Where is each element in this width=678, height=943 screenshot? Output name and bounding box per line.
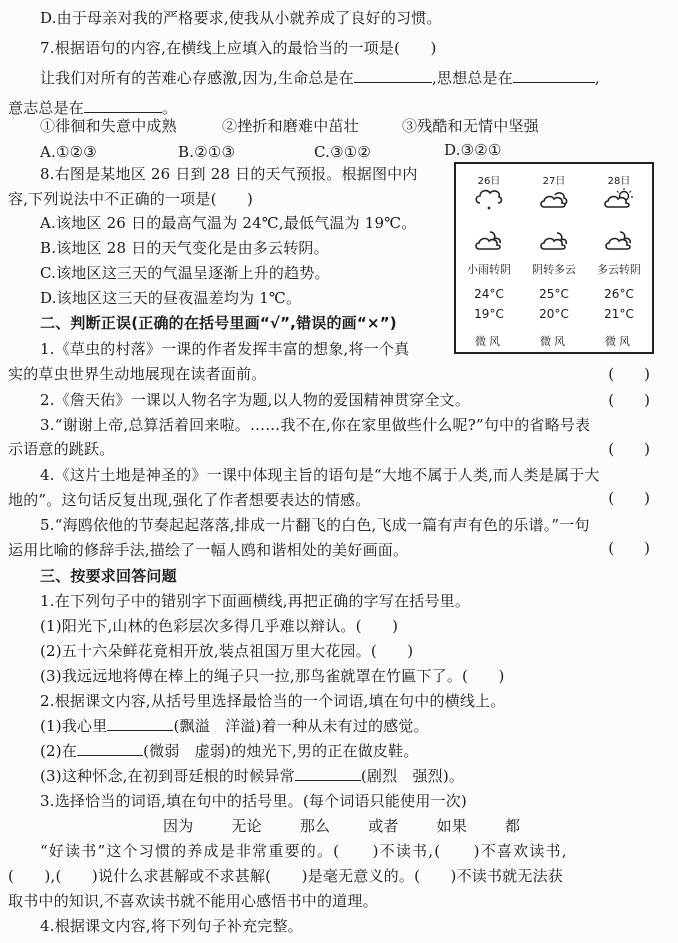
q7-stem: 7.根据语句的内容,在横线上应填入的最恰当的一项是( ) xyxy=(40,39,437,57)
rain-cloud-icon xyxy=(474,186,504,212)
s2-item5-line2: 运用比喻的修辞手法,描绘了一幅人鸥和谐相处的美好画面。 xyxy=(8,541,409,559)
s3-q2-item1-blank[interactable] xyxy=(107,716,173,731)
cloud-moon-icon xyxy=(474,228,504,254)
q7-option-c: C.③①② xyxy=(314,143,372,161)
q7-sentence-cont xyxy=(8,98,177,118)
s2-item2-line1: 2.《詹天佑》一课以人物名字为题,以人物的爱国精神贯穿全文。 xyxy=(40,391,471,409)
q7-sentence-part1: 让我们对所有的苦难心存感激,因为,生命总是在 xyxy=(40,69,354,87)
section3-title: 三、按要求回答问题 xyxy=(40,567,177,585)
s3-q2-item2 xyxy=(40,741,419,761)
s2-item3-line1: 3.“谢谢上帝,总算活着回来啦。……我不在,你在家里做些什么呢?”句中的省略号表 xyxy=(40,416,591,434)
word-option: 无论 xyxy=(231,817,262,835)
s2-item1-answer[interactable]: ( ) xyxy=(608,365,650,383)
s3-q2-item2-pre: (2)在 xyxy=(40,742,78,760)
forecast-date: 27日 xyxy=(542,176,566,187)
s3-q4-stem: 4.根据课文内容,将下列句子补充完整。 xyxy=(40,917,303,935)
s3-q2-item2-post: (微弱 虚弱)的烛光下,男的正在做皮鞋。 xyxy=(143,742,419,760)
s3-q1-item2: (2)五十六朵鲜花竟相开放,装点祖国万里大花园。( ) xyxy=(40,642,414,660)
s3-q2-item2-blank[interactable] xyxy=(77,741,143,756)
forecast-high: 25°C xyxy=(539,287,569,301)
weather-forecast-figure xyxy=(454,162,654,354)
s3-q3-passage-line3: 取书中的知识,不喜欢读书就不能用心感悟书中的道理。 xyxy=(8,892,378,910)
q7-option-d: D.③②① xyxy=(444,141,502,159)
q7-sentence-part2: ,思想总是在 xyxy=(431,69,513,87)
forecast-date: 26日 xyxy=(477,176,501,187)
forecast-desc: 多云转阴 xyxy=(597,263,641,276)
s3-q3-passage-line1: “好读书”这个习惯的养成是非常重要的。( )不读书,( )不喜欢读书, xyxy=(40,842,568,860)
word-option: 或者 xyxy=(368,817,399,835)
word-option: 如果 xyxy=(436,817,468,835)
q7-phrase-2: ②挫折和磨难中茁壮 xyxy=(222,117,359,135)
overcast-cloud-icon xyxy=(539,186,569,212)
q8-option-d: D.该地区这三天的昼夜温差均为 1℃。 xyxy=(40,289,302,307)
s2-item1-line2: 实的草虫世界生动地展现在读者面前。 xyxy=(8,365,267,383)
q6-option-d: D.由于母亲对我的严格要求,使我从小就养成了良好的习惯。 xyxy=(40,9,442,27)
q7-option-b: B.②①③ xyxy=(178,143,236,161)
forecast-low: 19°C xyxy=(474,307,504,321)
q8-option-a: A.该地区 26 日的最高气温为 24℃,最低气温为 19℃。 xyxy=(40,214,417,232)
q7-sentence-part4: 意志总是在 xyxy=(8,99,85,117)
s3-q2-item3-blank[interactable] xyxy=(295,766,361,781)
q7-phrase-1: ①徘徊和失意中成熟 xyxy=(40,117,177,135)
s2-item4-line2: 地的”。这句话反复出现,强化了作者想要表达的情感。 xyxy=(8,491,371,509)
cloud-moon-icon xyxy=(604,228,634,254)
s3-q1-item3: (3)我远远地将傅在棒上的绳子只一拉,那鸟雀就罩在竹匾下了。( ) xyxy=(40,667,505,685)
q8-option-c: C.该地区这三天的气温呈逐渐上升的趋势。 xyxy=(40,264,330,282)
s2-item4-answer[interactable]: ( ) xyxy=(608,489,650,507)
s3-q2-item3-pre: (3)这种怀念,在初到哥廷根的时候异常 xyxy=(40,767,295,785)
word-option: 那么 xyxy=(299,817,331,835)
s2-item2-answer[interactable]: ( ) xyxy=(608,391,650,409)
s3-q2-item1-post: (飘溢 洋溢)着一种从未有过的感觉。 xyxy=(173,717,429,735)
forecast-low: 21°C xyxy=(604,307,634,321)
cloud-moon-icon xyxy=(539,228,569,254)
q8-stem-line1: 8.右图是某地区 26 日到 28 日的天气预报。根据图中内 xyxy=(40,165,418,183)
q7-sentence-part3: , xyxy=(594,69,600,87)
s3-q1-stem: 1.在下列句子中的错别字下面画横线,再把正确的字写在括号里。 xyxy=(40,592,471,610)
s3-q3-passage-line2: ( ),( )说什么求甚解或不求甚解( )是毫无意义的。( )不读书就无法获 xyxy=(8,867,563,885)
s2-item3-answer[interactable]: ( ) xyxy=(608,440,650,458)
forecast-low: 20°C xyxy=(539,307,569,321)
s3-q3-stem: 3.选择恰当的词语,填在句中的括号里。(每个词语只能使用一次) xyxy=(40,792,467,810)
s3-q2-item3-post: (剧烈 强烈)。 xyxy=(360,767,465,785)
s2-item5-answer[interactable]: ( ) xyxy=(608,539,650,557)
s2-item5-line1: 5.“海鸥依他的节奏起起落落,排成一片翻飞的白色,飞成一篇有声有色的乐谱。”一句 xyxy=(40,516,590,534)
q7-blank-3[interactable] xyxy=(84,98,162,113)
q7-blank-1[interactable] xyxy=(354,68,432,83)
q7-option-a: A.①②③ xyxy=(40,143,97,161)
q7-sentence xyxy=(40,68,600,88)
forecast-high: 26°C xyxy=(604,287,634,301)
word-option: 都 xyxy=(505,817,521,835)
forecast-date: 28日 xyxy=(607,176,631,187)
forecast-desc: 阴转多云 xyxy=(532,263,576,276)
word-option: 因为 xyxy=(163,817,194,835)
q7-sentence-part5: 。 xyxy=(162,99,178,117)
partly-sunny-icon xyxy=(604,186,634,212)
forecast-wind: 微风 xyxy=(475,335,503,348)
q8-option-b: B.该地区 28 日的天气变化是由多云转阴。 xyxy=(40,239,329,257)
forecast-high: 24°C xyxy=(474,287,504,301)
s3-q1-item1: (1)阳光下,山林的色彩层次多得几乎难以辩认。( ) xyxy=(40,617,399,635)
forecast-wind: 微风 xyxy=(605,335,633,348)
q7-phrase-3: ③残酷和无情中坚强 xyxy=(402,117,539,135)
s2-item1-line1: 1.《草虫的村落》一课的作者发挥丰富的想象,将一个真 xyxy=(40,340,410,358)
s3-q2-stem: 2.根据课文内容,从括号里选择最恰当的一个词语,填在句中的横线上。 xyxy=(40,692,506,710)
s3-q2-item1 xyxy=(40,716,429,736)
s3-q3-word-bank xyxy=(163,816,558,836)
section2-title: 二、判断正误(正确的在括号里画“√”,错误的画“×”) xyxy=(40,314,397,332)
q8-stem-line2: 容,下列说法中不正确的一项是( ) xyxy=(8,190,254,208)
s3-q2-item3 xyxy=(40,766,464,786)
s2-item3-line2: 示语意的跳跃。 xyxy=(8,440,115,458)
s2-item4-line1: 4.《这片土地是神圣的》一课中体现主旨的语句是“大地不属于人类,而人类是属于大 xyxy=(40,466,600,484)
s3-q2-item1-pre: (1)我心里 xyxy=(40,717,108,735)
q7-blank-2[interactable] xyxy=(513,68,595,83)
forecast-desc: 小雨转阴 xyxy=(467,263,511,276)
forecast-wind: 微风 xyxy=(540,335,568,348)
